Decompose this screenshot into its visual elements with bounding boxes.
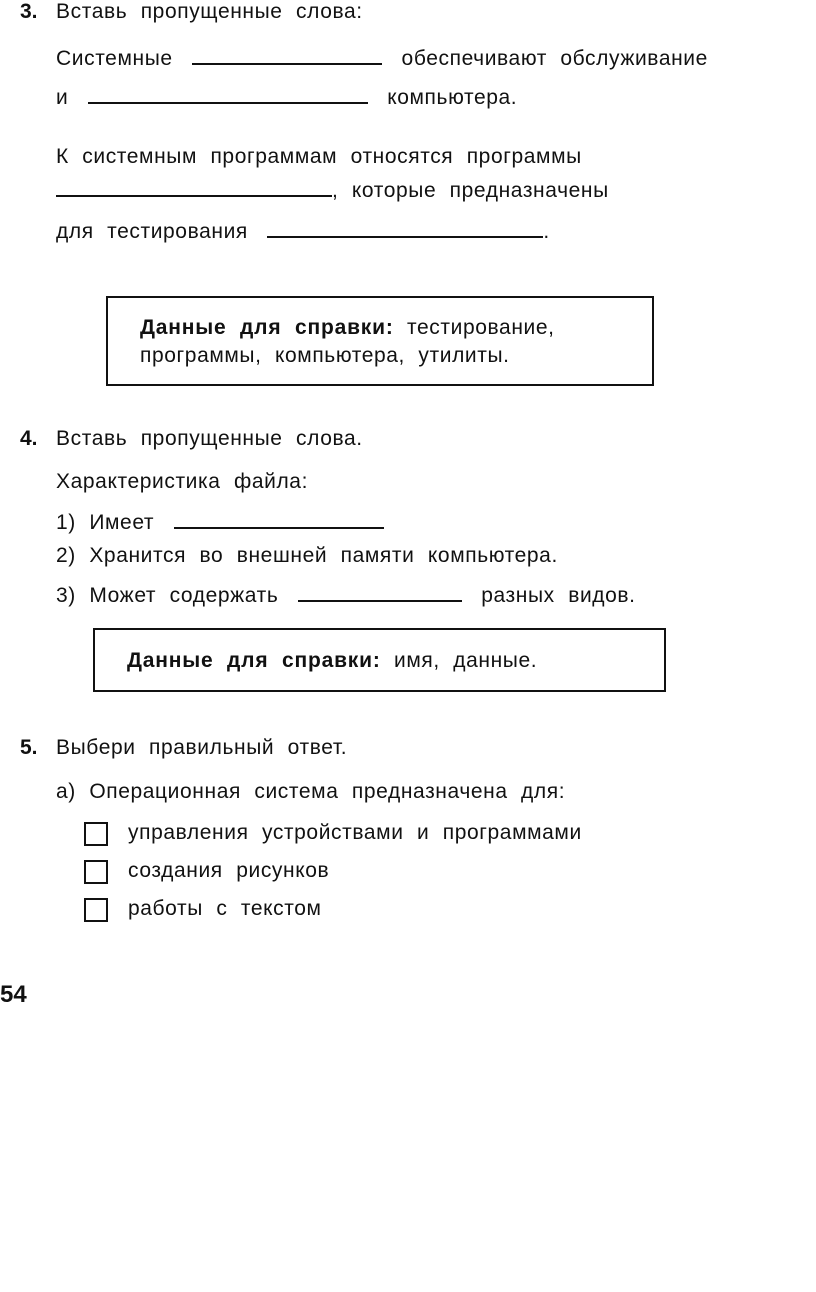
task4-reference-text [127, 647, 537, 675]
task4-item1 [56, 509, 384, 535]
task4-item3-end: разных видов. [481, 584, 636, 607]
task3-reference-line1: тестирование, [407, 316, 555, 339]
task3-line5-start: для тестирования [56, 220, 248, 243]
task3-line1-end: обеспечивают обслуживание [401, 47, 708, 70]
task4-item1-num: 1) [56, 511, 76, 534]
task3-reference-text [140, 314, 555, 370]
task3-line5-end: . [543, 220, 550, 243]
answer-option-3: работы с текстом [128, 897, 322, 920]
task3-blank3[interactable] [56, 177, 332, 197]
task3-line4-end: , которые предназначены [332, 179, 609, 202]
task3-line2-end: компьютера. [387, 86, 518, 109]
task5-question-num: а) [56, 780, 76, 803]
task4-instruction: Вставь пропущенные слова. [56, 427, 363, 450]
task4-item3-start: Может содержать [89, 584, 279, 607]
task4-item2-text: Хранится во внешней памяти компьютера. [89, 544, 558, 567]
task4-item2-num: 2) [56, 544, 76, 567]
task4-item3-num: 3) [56, 584, 76, 607]
task4-number: 4. [20, 427, 38, 450]
task5-question-text: Операционная система предназначена для: [89, 780, 566, 803]
task3-line5 [56, 218, 550, 244]
task3-line1 [56, 45, 708, 71]
task4-reference-label: Данные для справки: [127, 649, 381, 672]
task3-instruction: Вставь пропущенные слова: [56, 0, 363, 23]
task4-blank1[interactable] [174, 509, 384, 529]
task4-subtitle: Характеристика файла: [56, 470, 309, 493]
task4-blank2[interactable] [298, 582, 462, 602]
task5-question [56, 780, 565, 804]
task5-number: 5. [20, 736, 38, 759]
answer-option-1: управления устройствами и программами [128, 821, 582, 844]
answer-checkbox-2[interactable] [84, 860, 108, 884]
task3-line2-start: и [56, 86, 69, 109]
task4-reference-box [93, 628, 666, 692]
task3-reference-label: Данные для справки: [140, 316, 394, 339]
answer-checkbox-3[interactable] [84, 898, 108, 922]
page-number: 54 [0, 981, 27, 1008]
task4-reference-values: имя, данные. [394, 649, 538, 672]
task3-reference-box [106, 296, 654, 386]
task4-item1-text: Имеет [89, 511, 155, 534]
answer-option-2: создания рисунков [128, 859, 330, 882]
task4-item3 [56, 582, 636, 608]
task4-item2 [56, 544, 558, 568]
task3-line2 [56, 84, 517, 110]
answer-checkbox-1[interactable] [84, 822, 108, 846]
task3-line3: К системным программам относятся программы [56, 145, 582, 168]
task3-number: 3. [20, 0, 38, 23]
task3-reference-line2: программы, компьютера, утилиты. [140, 344, 510, 367]
task3-blank1[interactable] [192, 45, 382, 65]
task3-blank4[interactable] [267, 218, 543, 238]
task3-line4 [56, 177, 609, 203]
task3-line1-start: Системные [56, 47, 173, 70]
task5-instruction: Выбери правильный ответ. [56, 736, 348, 759]
task3-blank2[interactable] [88, 84, 368, 104]
